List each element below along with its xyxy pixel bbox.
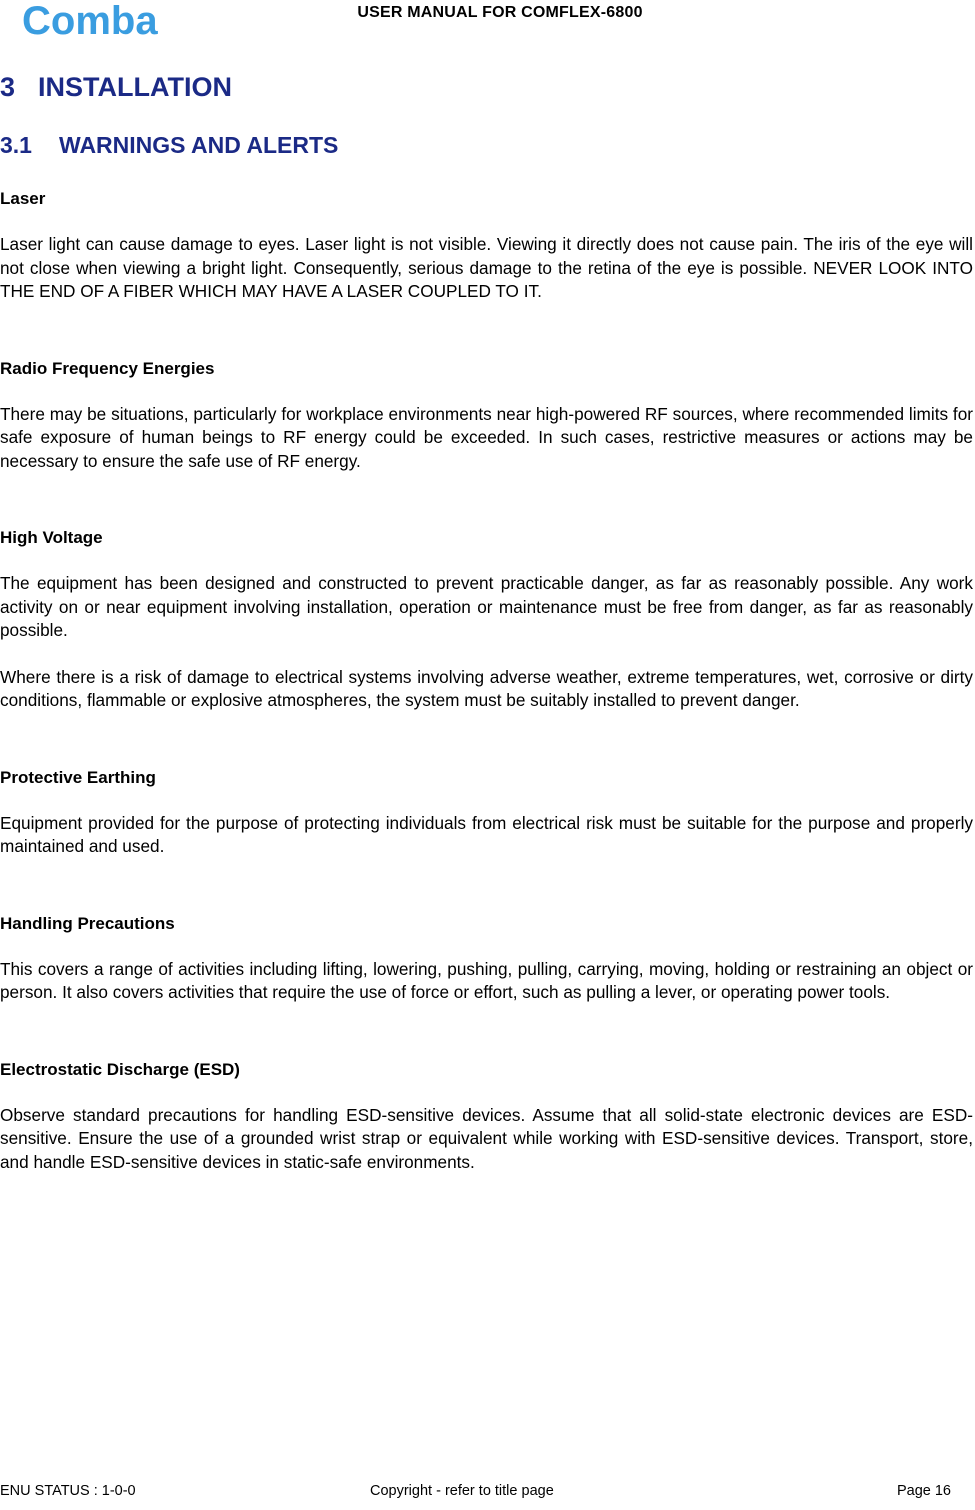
warning-laser bbox=[0, 188, 973, 304]
chapter-title: INSTALLATION bbox=[38, 72, 232, 102]
warning-radio-frequency bbox=[0, 358, 973, 474]
warning-title: Protective Earthing bbox=[0, 767, 156, 787]
warning-high-voltage bbox=[0, 527, 973, 713]
section-title: WARNINGS AND ALERTS bbox=[59, 132, 339, 158]
warning-paragraph: The equipment has been designed and constructed to prevent practicable danger, as far as reasonably possible. Any work activity on or near equipment involving installation, operation or maintenance must be free from danger, as far as reasonably possible. bbox=[0, 573, 973, 640]
warning-title: Handling Precautions bbox=[0, 913, 175, 933]
warnings-content bbox=[0, 188, 973, 1174]
warning-title: Laser bbox=[0, 189, 46, 208]
comba-logo bbox=[22, 0, 212, 42]
section-heading bbox=[0, 132, 338, 159]
warning-title: Electrostatic Discharge (ESD) bbox=[0, 1059, 240, 1079]
logo-text: Comba bbox=[22, 0, 158, 42]
warning-paragraph: Equipment provided for the purpose of protecting individuals from electrical risk must be suitable for the purpose and properly maintained and used. bbox=[0, 812, 973, 856]
footer-page-number: Page 16 bbox=[896, 1483, 951, 1499]
warning-paragraph: Laser light can cause damage to eyes. Laser light is not visible. Viewing it directly does not cause pain. The iris of the eye will not close when viewing a bright light. Consequently, serious damage to the retina of the eye is possible. NEVER LOOK INTO THE END OF A FIBER WHICH MAY HAVE A LASER COUPLED TO IT. bbox=[0, 234, 973, 301]
footer-status: ENU STATUS : 1-0-0 bbox=[0, 1483, 136, 1499]
warning-paragraph: Where there is a risk of damage to electrical systems involving adverse weather, extreme temperatures, wet, corrosive or dirty conditions, flammable or explosive atmospheres, the system must be suitably installed to prevent danger. bbox=[0, 666, 973, 710]
footer-copyright: Copyright - refer to title page bbox=[370, 1483, 554, 1499]
warning-esd bbox=[0, 1059, 973, 1175]
warning-protective-earthing bbox=[0, 767, 973, 859]
chapter-number: 3 bbox=[0, 72, 16, 102]
chapter-heading bbox=[0, 72, 232, 103]
warning-paragraph: There may be situations, particularly for workplace environments near high-powered RF sources, where recommended limits for safe exposure of human beings to RF energy could be exceeded. In such cases, restrictive measures or actions may be necessary to ensure the safe use of RF energy. bbox=[0, 403, 973, 471]
warning-paragraph: Observe standard precautions for handling ESD-sensitive devices. Assume that all solid-state electronic devices are ESD-sensitive. Ensure the use of a grounded wrist strap or equivalent while working with ESD-sensitive devices. Transport, store, and handle ESD-sensitive devices in static-safe environments. bbox=[0, 1104, 973, 1172]
warning-paragraph: This covers a range of activities including lifting, lowering, pushing, pulling, carrying, moving, holding or restraining an object or person. It also covers activities that require the use of force or effort, such as pulling a lever, or operating power tools. bbox=[0, 958, 973, 1002]
document-title: USER MANUAL FOR COMFLEX-6800 bbox=[357, 4, 643, 21]
section-number: 3.1 bbox=[0, 132, 32, 158]
warning-title: High Voltage bbox=[0, 528, 103, 547]
warning-handling-precautions bbox=[0, 913, 973, 1005]
warning-title: Radio Frequency Energies bbox=[0, 358, 215, 378]
